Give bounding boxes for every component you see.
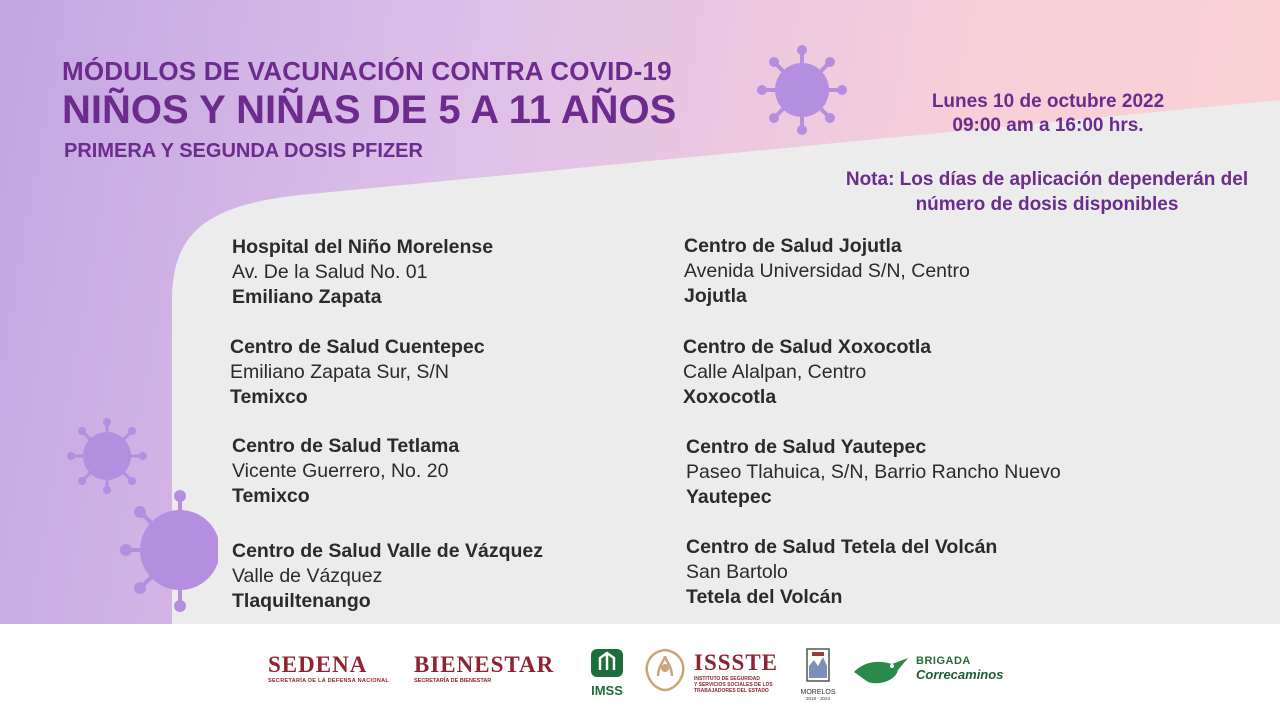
site-name: Centro de Salud Xoxocotla bbox=[683, 336, 932, 358]
brigada-logo bbox=[916, 655, 1003, 682]
imss-logo-text: IMSS bbox=[591, 683, 623, 698]
brigada-logo-label: BRIGADA bbox=[916, 655, 971, 667]
site-address: Paseo Tlahuica, S/N, Barrio Rancho Nuevo bbox=[686, 461, 1061, 483]
morelos-emblem-icon bbox=[798, 648, 838, 684]
schedule-date: Lunes 10 de octubre 2022 bbox=[931, 91, 1165, 112]
site-city: Tetela del Volcán bbox=[686, 586, 843, 608]
issste-emblem-icon bbox=[640, 646, 690, 697]
site-name: Centro de Salud Tetlama bbox=[232, 435, 460, 457]
imss-emblem-icon bbox=[588, 648, 626, 678]
subtitle: PRIMERA Y SEGUNDA DOSIS PFIZER bbox=[64, 140, 423, 162]
bienestar-logo bbox=[414, 652, 554, 684]
morelos-logo-years: 2018 - 2024 bbox=[805, 696, 831, 701]
site-city: Xoxocotla bbox=[683, 386, 777, 408]
brigada-emblem-icon bbox=[850, 652, 912, 693]
virus-icon bbox=[118, 488, 218, 618]
site-city: Tlaquiltenango bbox=[232, 590, 371, 612]
virus-icon bbox=[66, 418, 148, 494]
site-entry bbox=[684, 234, 1124, 309]
site-address: San Bartolo bbox=[686, 561, 788, 583]
site-entry bbox=[232, 539, 672, 614]
main-title: NIÑOS Y NIÑAS DE 5 A 11 AÑOS bbox=[62, 88, 677, 132]
site-name: Centro de Salud Tetela del Volcán bbox=[686, 536, 998, 558]
site-address: Valle de Vázquez bbox=[232, 565, 383, 587]
imss-logo bbox=[588, 648, 626, 698]
site-address: Vicente Guerrero, No. 20 bbox=[232, 460, 449, 482]
site-address: Emiliano Zapata Sur, S/N bbox=[230, 361, 449, 383]
note bbox=[808, 167, 1280, 217]
sedena-logo-subtitle: SECRETARÍA DE LA DEFENSA NACIONAL bbox=[268, 678, 390, 684]
bienestar-logo-text: BIENESTAR bbox=[414, 652, 555, 677]
site-city: Temixco bbox=[232, 485, 310, 507]
note-line-1: Nota: Los días de aplicación dependerán del bbox=[845, 169, 1249, 190]
site-name: Hospital del Niño Morelense bbox=[232, 236, 494, 258]
site-name: Centro de Salud Valle de Vázquez bbox=[232, 540, 544, 562]
issste-logo-subtitle: INSTITUTO DE SEGURIDAD bbox=[694, 676, 761, 682]
schedule-hours: 09:00 am a 16:00 hrs. bbox=[952, 115, 1144, 136]
site-city: Temixco bbox=[230, 386, 308, 408]
site-city: Jojutla bbox=[684, 285, 747, 307]
morelos-logo-text: MORELOS bbox=[800, 689, 836, 696]
issste-logo-subtitle: TRABAJADORES DEL ESTADO bbox=[694, 688, 769, 694]
issste-logo-text: ISSSTE bbox=[694, 650, 779, 675]
sedena-logo bbox=[268, 652, 389, 684]
brigada-logo-text: Correcaminos bbox=[916, 667, 1004, 682]
site-address: Av. De la Salud No. 01 bbox=[232, 261, 428, 283]
site-city: Emiliano Zapata bbox=[232, 286, 382, 308]
issste-logo bbox=[694, 650, 778, 694]
site-entry bbox=[686, 435, 1126, 510]
site-city: Yautepec bbox=[686, 486, 772, 508]
site-entry bbox=[683, 335, 1123, 410]
note-line-2: número de dosis disponibles bbox=[915, 194, 1179, 215]
site-address: Calle Alalpan, Centro bbox=[683, 361, 867, 383]
morelos-logo bbox=[798, 648, 838, 701]
site-entry bbox=[232, 235, 672, 310]
site-entry bbox=[230, 335, 670, 410]
site-entry bbox=[232, 434, 672, 509]
bienestar-logo-subtitle: SECRETARÍA DE BIENESTAR bbox=[414, 678, 492, 684]
site-address: Avenida Universidad S/N, Centro bbox=[684, 260, 970, 282]
site-name: Centro de Salud Cuentepec bbox=[230, 336, 485, 358]
issste-logo-subtitle: Y SERVICIOS SOCIALES DE LOS bbox=[694, 682, 773, 688]
virus-icon bbox=[752, 44, 852, 136]
title-line-1: MÓDULOS DE VACUNACIÓN CONTRA COVID-19 bbox=[62, 56, 672, 86]
schedule bbox=[880, 90, 1216, 138]
footer-logo-bar bbox=[0, 624, 1280, 719]
sedena-logo-text: SEDENA bbox=[268, 652, 368, 677]
site-name: Centro de Salud Yautepec bbox=[686, 436, 927, 458]
site-entry bbox=[686, 535, 1126, 610]
site-name: Centro de Salud Jojutla bbox=[684, 235, 902, 257]
